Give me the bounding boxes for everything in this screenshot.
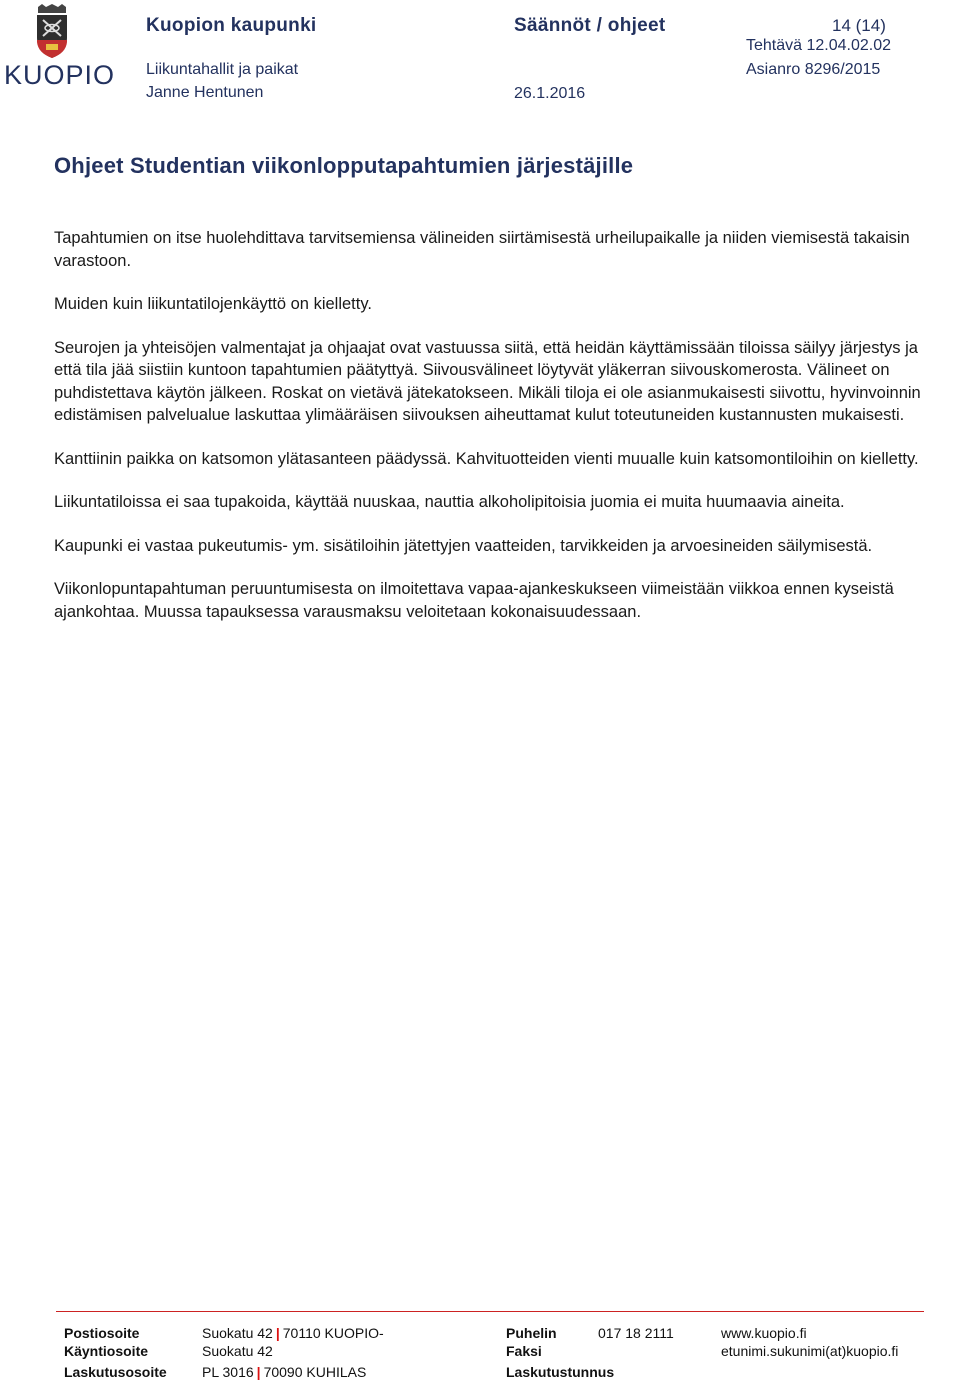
footer-postal-city: 70110 KUOPIO-: [282, 1325, 384, 1341]
document-date: 26.1.2016: [514, 85, 586, 102]
case-number: Asianro 8296/2015: [746, 61, 881, 78]
footer-billing-box: PL 3016: [202, 1364, 254, 1380]
footer-postal-street: Suokatu 42: [202, 1325, 273, 1341]
footer-separator: |: [256, 1364, 261, 1380]
paragraph: Seurojen ja yhteisöjen valmentajat ja ohjaajat ovat vastuussa siitä, että heidän käyttämissään tiloissa säilyy järjestys ja että tila jää siistiin kuntoon tapahtumien päätyttyä. Siivousvälineet löytyvät yläkerran siivouskomerosta. Välineet on puhdistettava käytön jälkeen. Roskat on vietävä jätekatokseen. Mikäli tiloja ei ole asianmukaisesti siivottu, hyvinvoinnin edistämisen palvelualue laskuttaa ylimääräisen siivouksen aiheuttamat kulut toteutuneiden kustannusten mukaisesti.: [54, 338, 921, 424]
document-body: [54, 227, 926, 644]
kuopio-logo: [4, 4, 116, 92]
logo-wordmark: KUOPIO: [4, 60, 116, 90]
footer-phone-value: 017 18 2111: [598, 1325, 674, 1341]
author: Janne Hentunen: [146, 84, 264, 101]
paragraph: Kanttiinin paikka on katsomon ylätasanteen päädyssä. Kahvituotteiden vienti muualle kuin katsomontiloihin on kielletty.: [54, 449, 919, 468]
footer-visit-label: Käyntiosoite: [64, 1343, 149, 1359]
paragraph: Viikonlopuntapahtuman peruuntumisesta on ilmoitettava vapaa-ajankeskukseen viimeistään viikkoa ennen kyseistä ajankohtaa. Muussa tapauksessa varausmaksu veloitetaan kokonaisuudessaan.: [54, 580, 894, 621]
department: Liikuntahallit ja paikat: [146, 61, 299, 78]
footer-separator: |: [275, 1325, 280, 1341]
task-number: Tehtävä 12.04.02.02: [746, 37, 892, 54]
paragraph: Liikuntatiloissa ei saa tupakoida, käyttää nuuskaa, nauttia alkoholipitoisia juomia ei muita huumaavia aineita.: [54, 493, 845, 511]
footer-fax-label: Faksi: [506, 1343, 542, 1359]
footer-billing-label: Laskutusosoite: [64, 1364, 167, 1380]
page-title: Ohjeet Studentian viikonlopputapahtumien järjestäjille: [54, 153, 634, 178]
footer-divider: [56, 1311, 924, 1312]
footer-billing-city: 70090 KUHILAS: [263, 1364, 367, 1380]
footer-billing-address: [202, 1364, 366, 1380]
document-type: Säännöt / ohjeet: [514, 15, 666, 36]
page-number: 14 (14): [832, 16, 886, 35]
footer-website-link[interactable]: www.kuopio.fi: [721, 1325, 807, 1341]
footer-postal-label: Postiosoite: [64, 1325, 140, 1341]
paragraph: Kaupunki ei vastaa pukeutumis- ym. sisätiloihin jätettyjen vaatteiden, tarvikkeiden ja arvoesineiden säilymisestä.: [54, 536, 873, 555]
paragraph: Muiden kuin liikuntatilojenkäyttö on kielletty.: [54, 295, 372, 313]
organization-name: Kuopion kaupunki: [146, 15, 317, 36]
footer-billing-id-label: Laskutustunnus: [506, 1364, 615, 1380]
paragraph: Tapahtumien on itse huolehdittava tarvitsemiensa välineiden siirtämisestä urheilupaikalle ja niiden viemisestä takaisin varastoon.: [54, 229, 910, 270]
footer-email-link[interactable]: etunimi.sukunimi(at)kuopio.fi: [721, 1343, 899, 1359]
footer-visit-address: Suokatu 42: [202, 1343, 273, 1359]
footer-postal-address: [202, 1325, 384, 1341]
footer-phone-label: Puhelin: [506, 1325, 557, 1341]
